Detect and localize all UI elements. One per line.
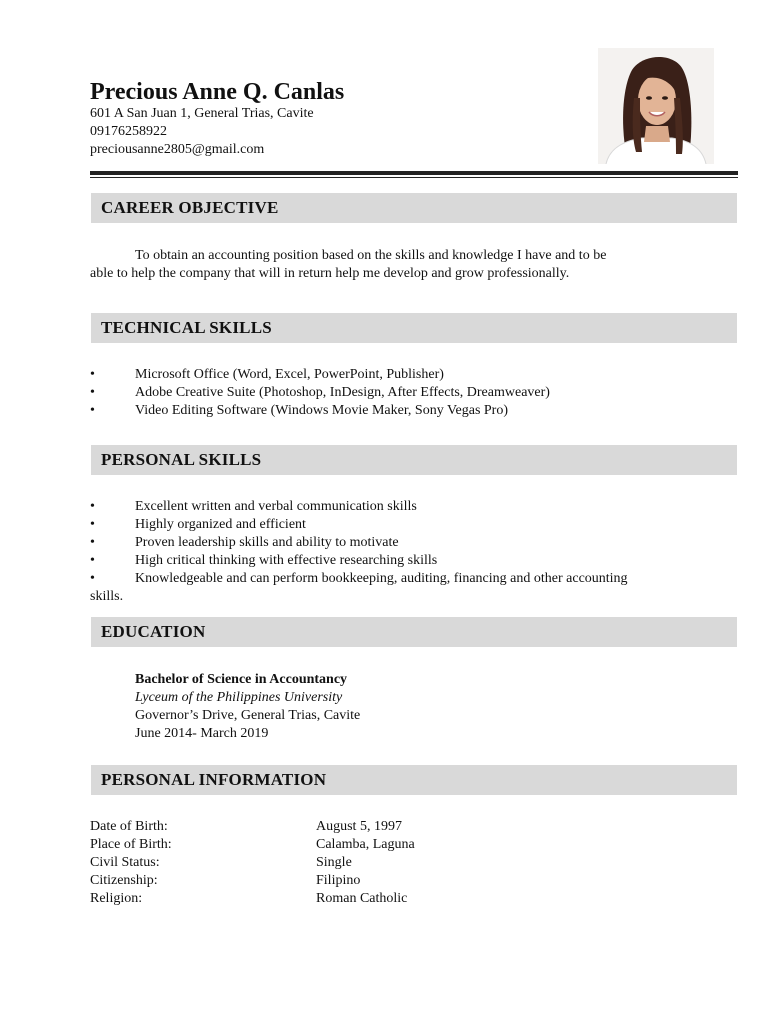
section-title: EDUCATION <box>101 622 206 641</box>
info-label: Date of Birth: <box>90 819 168 834</box>
bullet: • <box>90 517 95 532</box>
section-technical-skills <box>91 313 737 343</box>
info-value: Calamba, Laguna <box>316 837 415 852</box>
degree: Bachelor of Science in Accountancy <box>135 672 348 687</box>
bullet: • <box>90 499 95 514</box>
info-label: Citizenship: <box>90 873 158 888</box>
list-item: • Microsoft Office (Word, Excel, PowerPoint, Publisher) <box>90 367 444 382</box>
contact-block <box>90 105 314 159</box>
section-title: PERSONAL SKILLS <box>101 450 262 469</box>
education-entry <box>135 671 360 743</box>
header-divider-thin <box>90 177 738 178</box>
address: 601 A San Juan 1, General Trias, Cavite <box>90 106 314 121</box>
career-objective-text <box>90 247 710 283</box>
bullet: • <box>90 571 95 586</box>
list-item: • Adobe Creative Suite (Photoshop, InDesign, After Effects, Dreamweaver) <box>90 385 550 400</box>
info-value: August 5, 1997 <box>316 819 402 834</box>
objective-line-2: able to help the company that will in return help me develop and grow professionally. <box>90 266 570 281</box>
section-personal-skills <box>91 445 737 475</box>
applicant-name: Precious Anne Q. Canlas <box>90 79 345 105</box>
education-dates: June 2014- March 2019 <box>135 726 269 741</box>
info-row <box>90 854 590 872</box>
list-item: • Video Editing Software (Windows Movie Maker, Sony Vegas Pro) <box>90 403 509 418</box>
profile-photo <box>598 48 714 164</box>
school-location: Governor’s Drive, General Trias, Cavite <box>135 708 361 723</box>
objective-line-1: To obtain an accounting position based on the skills and knowledge I have and to be <box>135 248 607 263</box>
personal-skills-list <box>90 498 710 606</box>
personal-information-table <box>90 818 590 908</box>
info-label: Place of Birth: <box>90 837 172 852</box>
section-title: TECHNICAL SKILLS <box>101 318 272 337</box>
bullet: • <box>90 403 95 418</box>
bullet: • <box>90 553 95 568</box>
info-row <box>90 890 590 908</box>
bullet: • <box>90 385 95 400</box>
section-title: PERSONAL INFORMATION <box>101 770 327 789</box>
bullet: • <box>90 535 95 550</box>
info-label: Civil Status: <box>90 855 160 870</box>
info-row <box>90 818 590 836</box>
school-name: Lyceum of the Philippines University <box>135 690 343 705</box>
list-item-wrap: skills. <box>90 589 124 604</box>
section-personal-information <box>91 765 737 795</box>
header-divider <box>90 171 738 175</box>
list-item: • High critical thinking with effective researching skills <box>90 553 438 568</box>
section-title: CAREER OBJECTIVE <box>101 198 279 217</box>
info-value: Roman Catholic <box>316 891 408 906</box>
info-row <box>90 836 590 854</box>
info-row <box>90 872 590 890</box>
bullet: • <box>90 367 95 382</box>
list-item: • Excellent written and verbal communication skills <box>90 499 417 514</box>
info-value: Filipino <box>316 873 361 888</box>
section-career-objective <box>91 193 737 223</box>
list-item: • Proven leadership skills and ability to motivate <box>90 535 399 550</box>
info-label: Religion: <box>90 891 143 906</box>
phone-number: 09176258922 <box>90 124 167 139</box>
list-item: • Knowledgeable and can perform bookkeeping, auditing, financing and other accounting <box>90 571 628 586</box>
list-item: • Highly organized and efficient <box>90 517 306 532</box>
email-address: preciousanne2805@gmail.com <box>90 142 265 157</box>
technical-skills-list <box>90 366 710 420</box>
info-value: Single <box>316 855 352 870</box>
section-education <box>91 617 737 647</box>
